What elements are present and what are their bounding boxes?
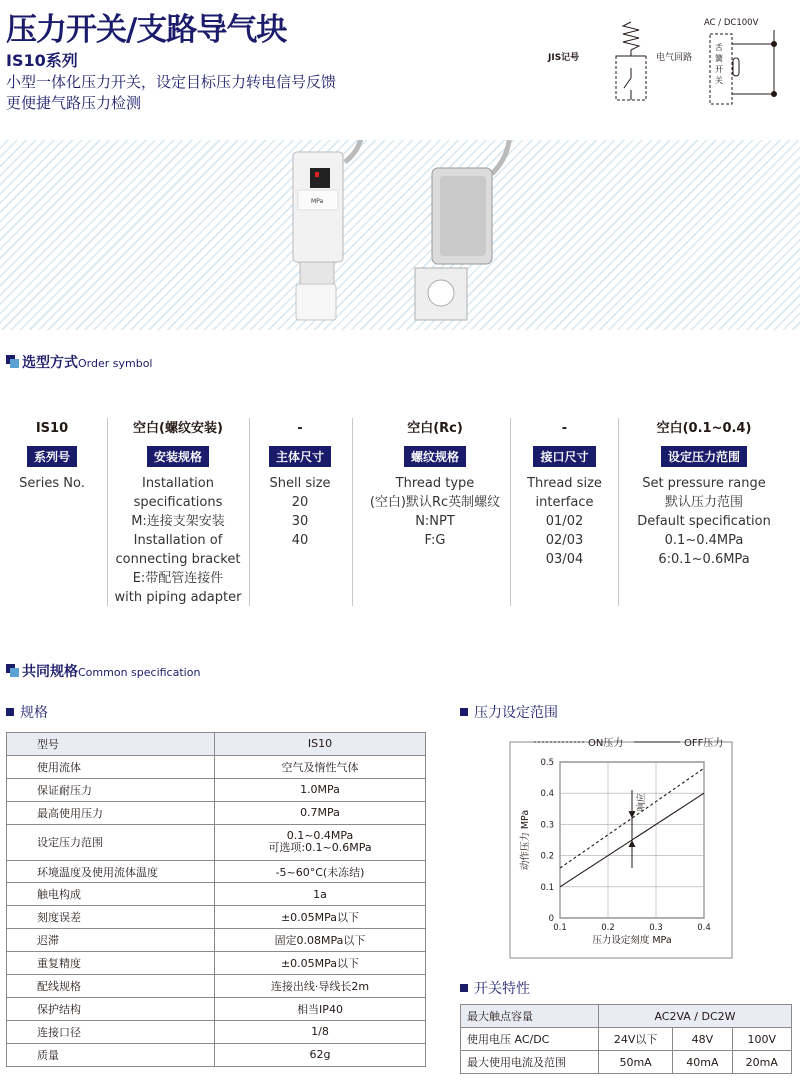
order-line: Shell size: [269, 476, 331, 491]
order-column: [359, 418, 511, 550]
order-line: 02/03: [545, 533, 584, 548]
spec-row: [7, 997, 426, 1020]
spec-key: 型号: [7, 733, 215, 756]
switch-current: 50mA: [599, 1051, 673, 1074]
order-column: [614, 418, 794, 569]
series-title: IS10系列: [6, 51, 78, 70]
spec-row: [7, 883, 426, 906]
description-line-2: 更便捷气路压力检测: [6, 94, 142, 112]
y-tick-label: 0.5: [540, 758, 554, 768]
order-line: interface: [535, 495, 594, 510]
order-tag: 螺纹规格: [404, 446, 466, 467]
order-tag: 主体尺寸: [269, 446, 331, 467]
order-line: 30: [291, 514, 309, 529]
spec-value: 62g: [215, 1043, 426, 1066]
spec-row: [7, 975, 426, 998]
spec-heading: [6, 702, 48, 722]
order-code: 空白(0.1~0.4): [656, 421, 752, 436]
pressure-range-chart: [508, 728, 734, 960]
order-line: Installation of: [133, 533, 223, 548]
square-bullet-icon: [460, 708, 468, 716]
svg-text:MPa: MPa: [311, 198, 324, 205]
spec-value: -5~60°C(未冻结): [215, 860, 426, 883]
reed-char-4: 关: [715, 76, 723, 85]
order-divider: [352, 418, 353, 606]
spec-key: 触电构成: [7, 883, 215, 906]
y-tick-label: 0.2: [540, 851, 554, 862]
switch-table: [460, 1004, 792, 1074]
product-illustration: [0, 140, 800, 330]
order-line: connecting bracket: [115, 552, 241, 567]
switch-row-label: 最大使用电流及范围: [461, 1051, 599, 1074]
y-tick-label: 0.3: [540, 820, 554, 831]
spec-row: [7, 906, 426, 929]
order-line: 01/02: [545, 514, 584, 529]
switch-heading: [460, 978, 530, 998]
order-line: Set pressure range: [642, 476, 766, 491]
order-line: specifications: [133, 495, 223, 510]
order-line: (空白)默认Rc英制螺纹: [369, 495, 501, 510]
order-column: [108, 418, 248, 607]
spec-key: 刻度误差: [7, 906, 215, 929]
order-line: Default specification: [637, 514, 771, 529]
switch-voltage: 24V以下: [599, 1028, 673, 1051]
order-divider: [249, 418, 250, 606]
spec-value: 连接出线·导线长2m: [215, 975, 426, 998]
order-line: with piping adapter: [114, 590, 242, 605]
switch-capacity: AC2VA / DC2W: [599, 1005, 792, 1028]
order-line: E:带配管连接件: [132, 571, 224, 586]
description-line-1: 小型一体化压力开关，设定目标压力转电信号反馈: [6, 73, 337, 91]
switch-row-label: 使用电压 AC/DC: [461, 1028, 599, 1051]
switch-current: 40mA: [673, 1051, 732, 1074]
order-line: N:NPT: [415, 514, 455, 529]
spec-key: 环境温度及使用流体温度: [7, 860, 215, 883]
order-line: M:连接支架安装: [131, 514, 225, 529]
y-tick-label: 0: [548, 914, 554, 924]
spec-row: [7, 1020, 426, 1043]
product-photo-band: [0, 140, 800, 330]
spec-row: [7, 755, 426, 778]
switch-current: 20mA: [732, 1051, 791, 1074]
order-title-en: Order symbol: [78, 357, 153, 370]
x-axis-label: 压力设定刻度 MPa: [592, 935, 672, 946]
order-tag: 设定压力范围: [661, 446, 747, 467]
spec-value-line: 0.1~0.4MPa: [286, 829, 354, 843]
spec-value: ±0.05MPa以下: [215, 906, 426, 929]
order-line: 6:0.1~0.6MPa: [658, 552, 750, 567]
legend-label-on: ON压力: [588, 738, 624, 749]
y-tick-label: 0.1: [540, 882, 554, 893]
spec-key: 连接口径: [7, 1020, 215, 1043]
spec-heading-text: 规格: [20, 705, 48, 721]
square-bullet-icon: [6, 708, 14, 716]
square-bullet-icon: [460, 984, 468, 992]
reed-char-2: 簧: [715, 54, 723, 63]
page-title: 压力开关/支路导气块: [6, 12, 287, 48]
order-column: [2, 418, 102, 493]
spec-value: 固定0.08MPa以下: [215, 929, 426, 952]
hysteresis-annotation: 响应: [637, 793, 647, 812]
y-axis-label: 动作压力 MPa: [520, 809, 531, 871]
spec-row: [7, 952, 426, 975]
spec-key: 质量: [7, 1043, 215, 1066]
spec-row: [7, 733, 426, 756]
order-divider: [510, 418, 511, 606]
common-title-cn: 共同规格: [22, 664, 78, 680]
order-line: 0.1~0.4MPa: [664, 533, 744, 548]
spec-value: 1a: [215, 883, 426, 906]
order-line: 03/04: [545, 552, 584, 567]
switch-voltage: 48V: [673, 1028, 732, 1051]
order-column: [250, 418, 350, 550]
reed-char-1: 舌: [715, 43, 723, 52]
reed-char-3: 开: [715, 65, 723, 74]
order-column: [511, 418, 618, 569]
x-tick-label: 0.2: [601, 923, 615, 933]
order-line: Series No.: [19, 476, 85, 491]
order-line: Thread size: [527, 476, 602, 491]
spec-value: IS10: [215, 733, 426, 756]
x-tick-label: 0.1: [553, 923, 567, 933]
switch-row-label: 最大触点容量: [461, 1005, 599, 1028]
order-code: IS10: [35, 421, 69, 436]
order-line: 40: [291, 533, 309, 548]
section-bullet-icon: [6, 355, 19, 368]
spec-row: [7, 778, 426, 801]
common-title-en: Common specification: [78, 666, 201, 679]
chart-heading-text: 压力设定范围: [474, 705, 558, 721]
spec-key: 配线规格: [7, 975, 215, 998]
order-code: -: [297, 421, 303, 436]
spec-value: 0.7MPa: [215, 801, 426, 824]
switch-voltage: 100V: [732, 1028, 791, 1051]
switch-heading-text: 开关特性: [474, 981, 530, 997]
order-line: Installation: [141, 476, 214, 491]
spec-value: ±0.05MPa以下: [215, 952, 426, 975]
order-line: Thread type: [395, 476, 475, 491]
spec-key: 保护结构: [7, 997, 215, 1020]
order-tag: 安装规格: [147, 446, 209, 467]
y-tick-label: 0.4: [540, 789, 554, 800]
x-tick-label: 0.4: [697, 923, 711, 933]
spec-row: [7, 824, 426, 860]
jis-label: JIS记号: [548, 53, 580, 63]
spec-key: 使用流体: [7, 755, 215, 778]
spec-key: 保证耐压力: [7, 778, 215, 801]
order-line: 20: [291, 495, 309, 510]
spec-row: [7, 801, 426, 824]
spec-row: [7, 1043, 426, 1066]
order-code: 空白(Rc): [407, 421, 463, 436]
order-title-cn: 选型方式: [22, 355, 78, 371]
pressure-switch-jis-symbol-icon: [528, 8, 793, 108]
chart-heading: [460, 702, 558, 722]
order-divider: [618, 418, 619, 606]
order-code: 空白(螺纹安装): [133, 421, 223, 436]
order-tag: 接口尺寸: [533, 446, 595, 467]
spec-key: 重复精度: [7, 952, 215, 975]
spec-value: 空气及惰性气体: [215, 755, 426, 778]
spec-key: 最高使用压力: [7, 801, 215, 824]
order-tag: 系列号: [27, 446, 77, 467]
spec-value: 1.0MPa: [215, 778, 426, 801]
spec-value: [215, 824, 426, 860]
order-line: 默认压力范围: [664, 495, 743, 510]
spec-row: [7, 860, 426, 883]
circuit-label: 电气回路: [656, 53, 693, 63]
section-bullet-icon: [6, 664, 19, 677]
spec-value-line: 可选项:0.1~0.6MPa: [268, 841, 372, 855]
x-tick-label: 0.3: [649, 923, 663, 933]
spec-table: [6, 732, 426, 1067]
spec-row: [7, 929, 426, 952]
voltage-label: AC / DC100V: [704, 18, 759, 28]
order-line: F:G: [424, 533, 446, 548]
spec-value: 1/8: [215, 1020, 426, 1043]
order-divider: [107, 418, 108, 606]
spec-key: 迟滞: [7, 929, 215, 952]
legend-label-off: OFF压力: [684, 738, 724, 749]
spec-key: 设定压力范围: [7, 824, 215, 860]
spec-value: 相当IP40: [215, 997, 426, 1020]
order-code: -: [561, 421, 568, 436]
